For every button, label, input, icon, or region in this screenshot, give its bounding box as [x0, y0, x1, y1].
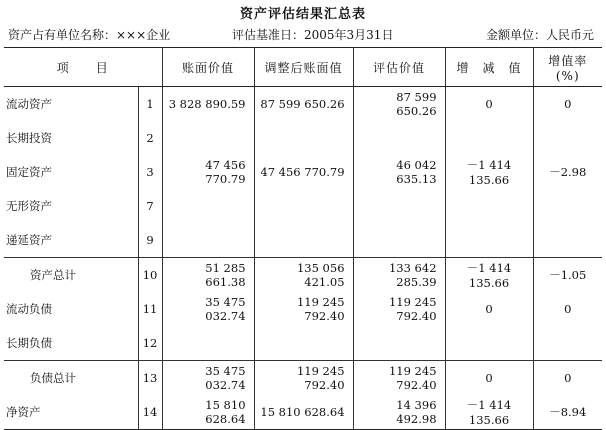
cell-appraised-value — [353, 189, 445, 223]
cell-rate: －2.98 — [533, 155, 602, 189]
table-title: 资产评估结果汇总表 — [239, 7, 366, 22]
row-number: 7 — [138, 189, 162, 223]
row-name: 资产总计 — [4, 258, 138, 293]
cell-adjusted-value — [254, 326, 353, 361]
cell-book-value: 47 456 770.79 — [162, 155, 254, 189]
column-header-rate: 增值率(%) — [533, 48, 602, 87]
row-number: 1 — [138, 87, 162, 122]
cell-change — [445, 326, 533, 361]
cell-change: －1 414 135.66 — [445, 258, 533, 293]
row-name: 无形资产 — [6, 199, 52, 213]
cell-book-value — [162, 189, 254, 223]
table-row — [4, 87, 602, 122]
row-number: 12 — [138, 326, 162, 361]
cell-adjusted-value — [254, 121, 353, 155]
column-header-appraised-value: 评估价值 — [353, 48, 445, 87]
cell-change: 0 — [445, 361, 533, 396]
cell-adjusted-value: 119 245 792.40 — [254, 361, 353, 396]
cell-adjusted-value: 87 599 650.26 — [254, 87, 353, 122]
cell-rate — [533, 223, 602, 258]
row-name: 长期负债 — [6, 336, 52, 350]
row-number: 2 — [138, 121, 162, 155]
cell-book-value — [162, 326, 254, 361]
table-row — [4, 292, 602, 326]
table-row-total-liabilities — [4, 361, 602, 396]
cell-change: －1 414 135.66 — [445, 155, 533, 189]
cell-rate: 0 — [533, 87, 602, 122]
row-name: 固定资产 — [6, 165, 52, 179]
cell-book-value: 35 475 032.74 — [162, 361, 254, 396]
row-number: 14 — [138, 395, 162, 430]
column-header-adjusted-value: 调整后账面值 — [254, 48, 353, 87]
cell-appraised-value: 119 245 792.40 — [353, 361, 445, 396]
row-number: 10 — [138, 258, 162, 293]
cell-adjusted-value: 15 810 628.64 — [254, 395, 353, 430]
cell-adjusted-value — [254, 223, 353, 258]
row-name: 流动负债 — [6, 302, 52, 316]
cell-adjusted-value — [254, 189, 353, 223]
column-header-item: 项 目 — [4, 48, 162, 87]
table-row — [4, 223, 602, 258]
column-header-change: 增 减 值 — [445, 48, 533, 87]
row-name: 负债总计 — [4, 361, 138, 396]
table-row — [4, 326, 602, 361]
cell-appraised-value: 14 396 492.98 — [353, 395, 445, 430]
cell-book-value: 15 810 628.64 — [162, 395, 254, 430]
row-name: 净资产 — [6, 405, 41, 419]
row-number: 13 — [138, 361, 162, 396]
table-row-total-assets — [4, 258, 602, 293]
cell-book-value — [162, 223, 254, 258]
cell-adjusted-value: 135 056 421.05 — [254, 258, 353, 293]
row-number: 3 — [138, 155, 162, 189]
cell-adjusted-value: 47 456 770.79 — [254, 155, 353, 189]
cell-appraised-value — [353, 223, 445, 258]
cell-adjusted-value: 119 245 792.40 — [254, 292, 353, 326]
cell-book-value: 3 828 890.59 — [162, 87, 254, 122]
row-name: 长期投资 — [6, 131, 52, 145]
cell-change — [445, 223, 533, 258]
table-row — [4, 395, 602, 430]
cell-change: －1 414 135.66 — [445, 395, 533, 430]
cell-appraised-value: 133 642 285.39 — [353, 258, 445, 293]
cell-rate: －1.05 — [533, 258, 602, 293]
row-number: 9 — [138, 223, 162, 258]
table-row — [4, 121, 602, 155]
cell-appraised-value — [353, 121, 445, 155]
cell-change: 0 — [445, 87, 533, 122]
cell-change: 0 — [445, 292, 533, 326]
cell-rate — [533, 326, 602, 361]
table-row — [4, 155, 602, 189]
cell-change — [445, 121, 533, 155]
appraisal-summary-table — [4, 47, 602, 430]
cell-book-value — [162, 121, 254, 155]
row-name: 递延资产 — [6, 233, 52, 247]
owner-label: 资产占有单位名称：×××企业 — [8, 28, 171, 42]
cell-book-value: 51 285 661.38 — [162, 258, 254, 293]
cell-rate: －8.94 — [533, 395, 602, 430]
cell-book-value: 35 475 032.74 — [162, 292, 254, 326]
base-date-label: 评估基准日：2005年3月31日 — [232, 28, 394, 42]
cell-rate: 0 — [533, 292, 602, 326]
cell-rate: 0 — [533, 361, 602, 396]
cell-appraised-value: 46 042 635.13 — [353, 155, 445, 189]
cell-appraised-value — [353, 326, 445, 361]
cell-appraised-value: 119 245 792.40 — [353, 292, 445, 326]
column-header-book-value: 账面价值 — [162, 48, 254, 87]
currency-unit-label: 金额单位：人民币元 — [486, 28, 595, 42]
table-header-row — [4, 48, 602, 87]
cell-appraised-value: 87 599 650.26 — [353, 87, 445, 122]
table-row — [4, 189, 602, 223]
cell-rate — [533, 189, 602, 223]
row-number: 11 — [138, 292, 162, 326]
cell-rate — [533, 121, 602, 155]
cell-change — [445, 189, 533, 223]
row-name: 流动资产 — [6, 97, 52, 111]
